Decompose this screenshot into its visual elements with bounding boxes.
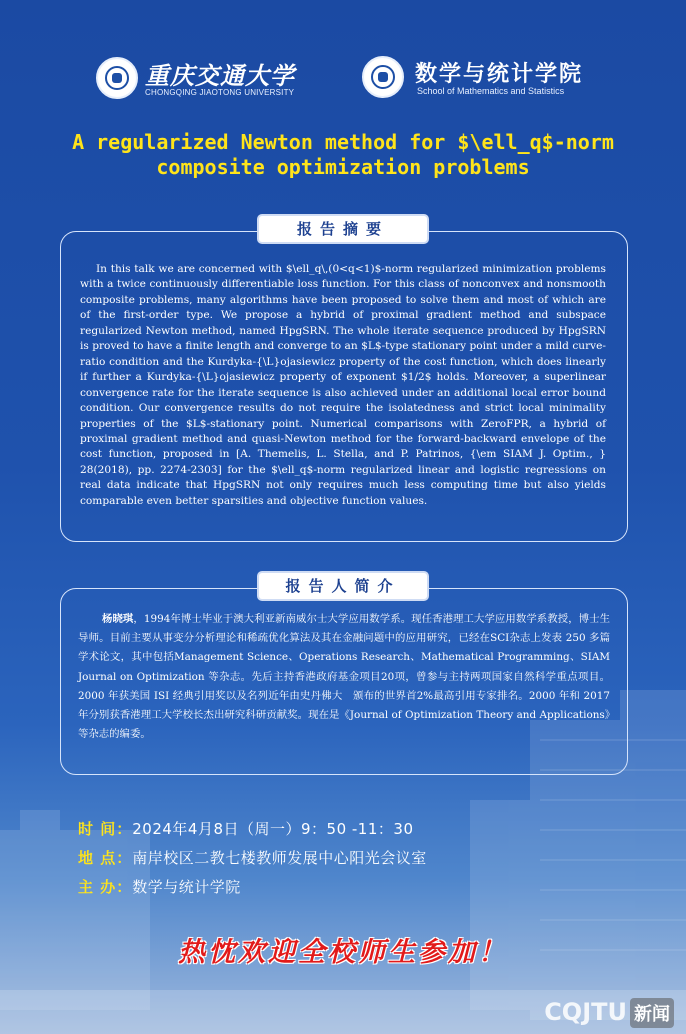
school-name: 数学与统计学院	[415, 62, 584, 87]
event-place-row	[78, 847, 427, 868]
school-name-en: School of Mathematics and Statistics	[417, 86, 565, 96]
host-label: 主 办：	[78, 878, 133, 896]
talk-title: A regularized Newton method for $\ell_q$-norm composite optimization problems	[72, 130, 614, 179]
university-name: 重庆交通大学	[145, 61, 295, 90]
host-value: 数学与统计学院	[132, 878, 241, 896]
event-host-row	[78, 876, 241, 897]
school-logo-icon	[362, 56, 404, 98]
welcome-banner: 热忱欢迎全校师生参加！	[178, 937, 508, 968]
place-label: 地 点：	[78, 849, 133, 867]
speaker-bio-text: ，1994年博士毕业于澳大利亚新南威尔士大学应用数学系。现任香港理工大学应用数学系教授，博士生导师。目前主要从事变分分析理论和稀疏优化算法及其在金融问题中的应用研究，已经在SCI杂志上发表 250 多篇学术论文，其中包括Management Science、Operations Research、Mathematical Programming、SIAM Journal on Optimization 等杂志。先后主持香港政府基金项目20项，曾参与主持两项国家自然科学重点项目。2000 年获美国 ISI 经典引用奖以及名列近年由史丹佛大 颁布的世界首2%最高引用专家排名。2000 年和 2017年分别获香港理工大学校长杰出研究科研贡献奖。现在是《Journal of Optimization Theory and Applications》等杂志的编委。	[78, 613, 610, 741]
speaker-name: 杨晓琪	[102, 613, 134, 625]
watermark-brand: CQJTU	[544, 998, 627, 1026]
university-name-en: CHONGQING JIAOTONG UNIVERSITY	[145, 88, 295, 97]
news-watermark	[544, 998, 674, 1028]
speaker-section-label: 报告人简介	[259, 573, 427, 599]
time-label: 时 间：	[78, 820, 133, 838]
time-value: 2024年4月8日（周一）9：50 -11：30	[132, 820, 414, 838]
header-logos	[0, 52, 686, 102]
university-logo-icon	[96, 57, 138, 99]
place-value: 南岸校区二教七楼教师发展中心阳光会议室	[132, 849, 427, 867]
speaker-bio	[78, 610, 610, 744]
abstract-section-label: 报告摘要	[259, 216, 427, 242]
watermark-suffix: 新闻	[630, 998, 674, 1028]
abstract-text: In this talk we are concerned with $\ell_q\,(0<q<1)$-norm regularized minimization problems with a twice continuously differentiable loss function. For this class of nonconvex and nonsmooth composite problems, many algorithms have been proposed to solve them and most of which are of the first-order type. We propose a hybrid of proximal gradient method and subspace regularized Newton method, named HpgSRN. The whole iterate sequence produced by HpgSRN is proved to have a finite length and converge to an $L$-type stationary point under a mild curve-ratio condition and the Kurdyka-{\L}ojasiewicz property of the cost function, which does linearly if further a Kurdyka-{\L}ojasiewicz property of exponent $1/2$ holds. Moreover, a superlinear convergence rate for the iterate sequence is also achieved under an additional local error bound condition. Our convergence results do not require the isolatedness and strict local minimality properties of the $L$-stationary point. Numerical comparisons with ZeroFPR, a hybrid of proximal gradient method and quasi-Newton method for the forward-backward envelope of the cost function, proposed in [A. Themelis, L. Stella, and P. Patrinos, {\em SIAM J. Optim., } 28(2018), pp. 2274-2303] for the $\ell_q$-norm regularized linear and logistic regressions on real data indicate that HpgSRN not only requires much less computing time but also yields comparable even better sparsities and objective function values.	[80, 263, 606, 507]
event-time-row	[78, 818, 413, 839]
